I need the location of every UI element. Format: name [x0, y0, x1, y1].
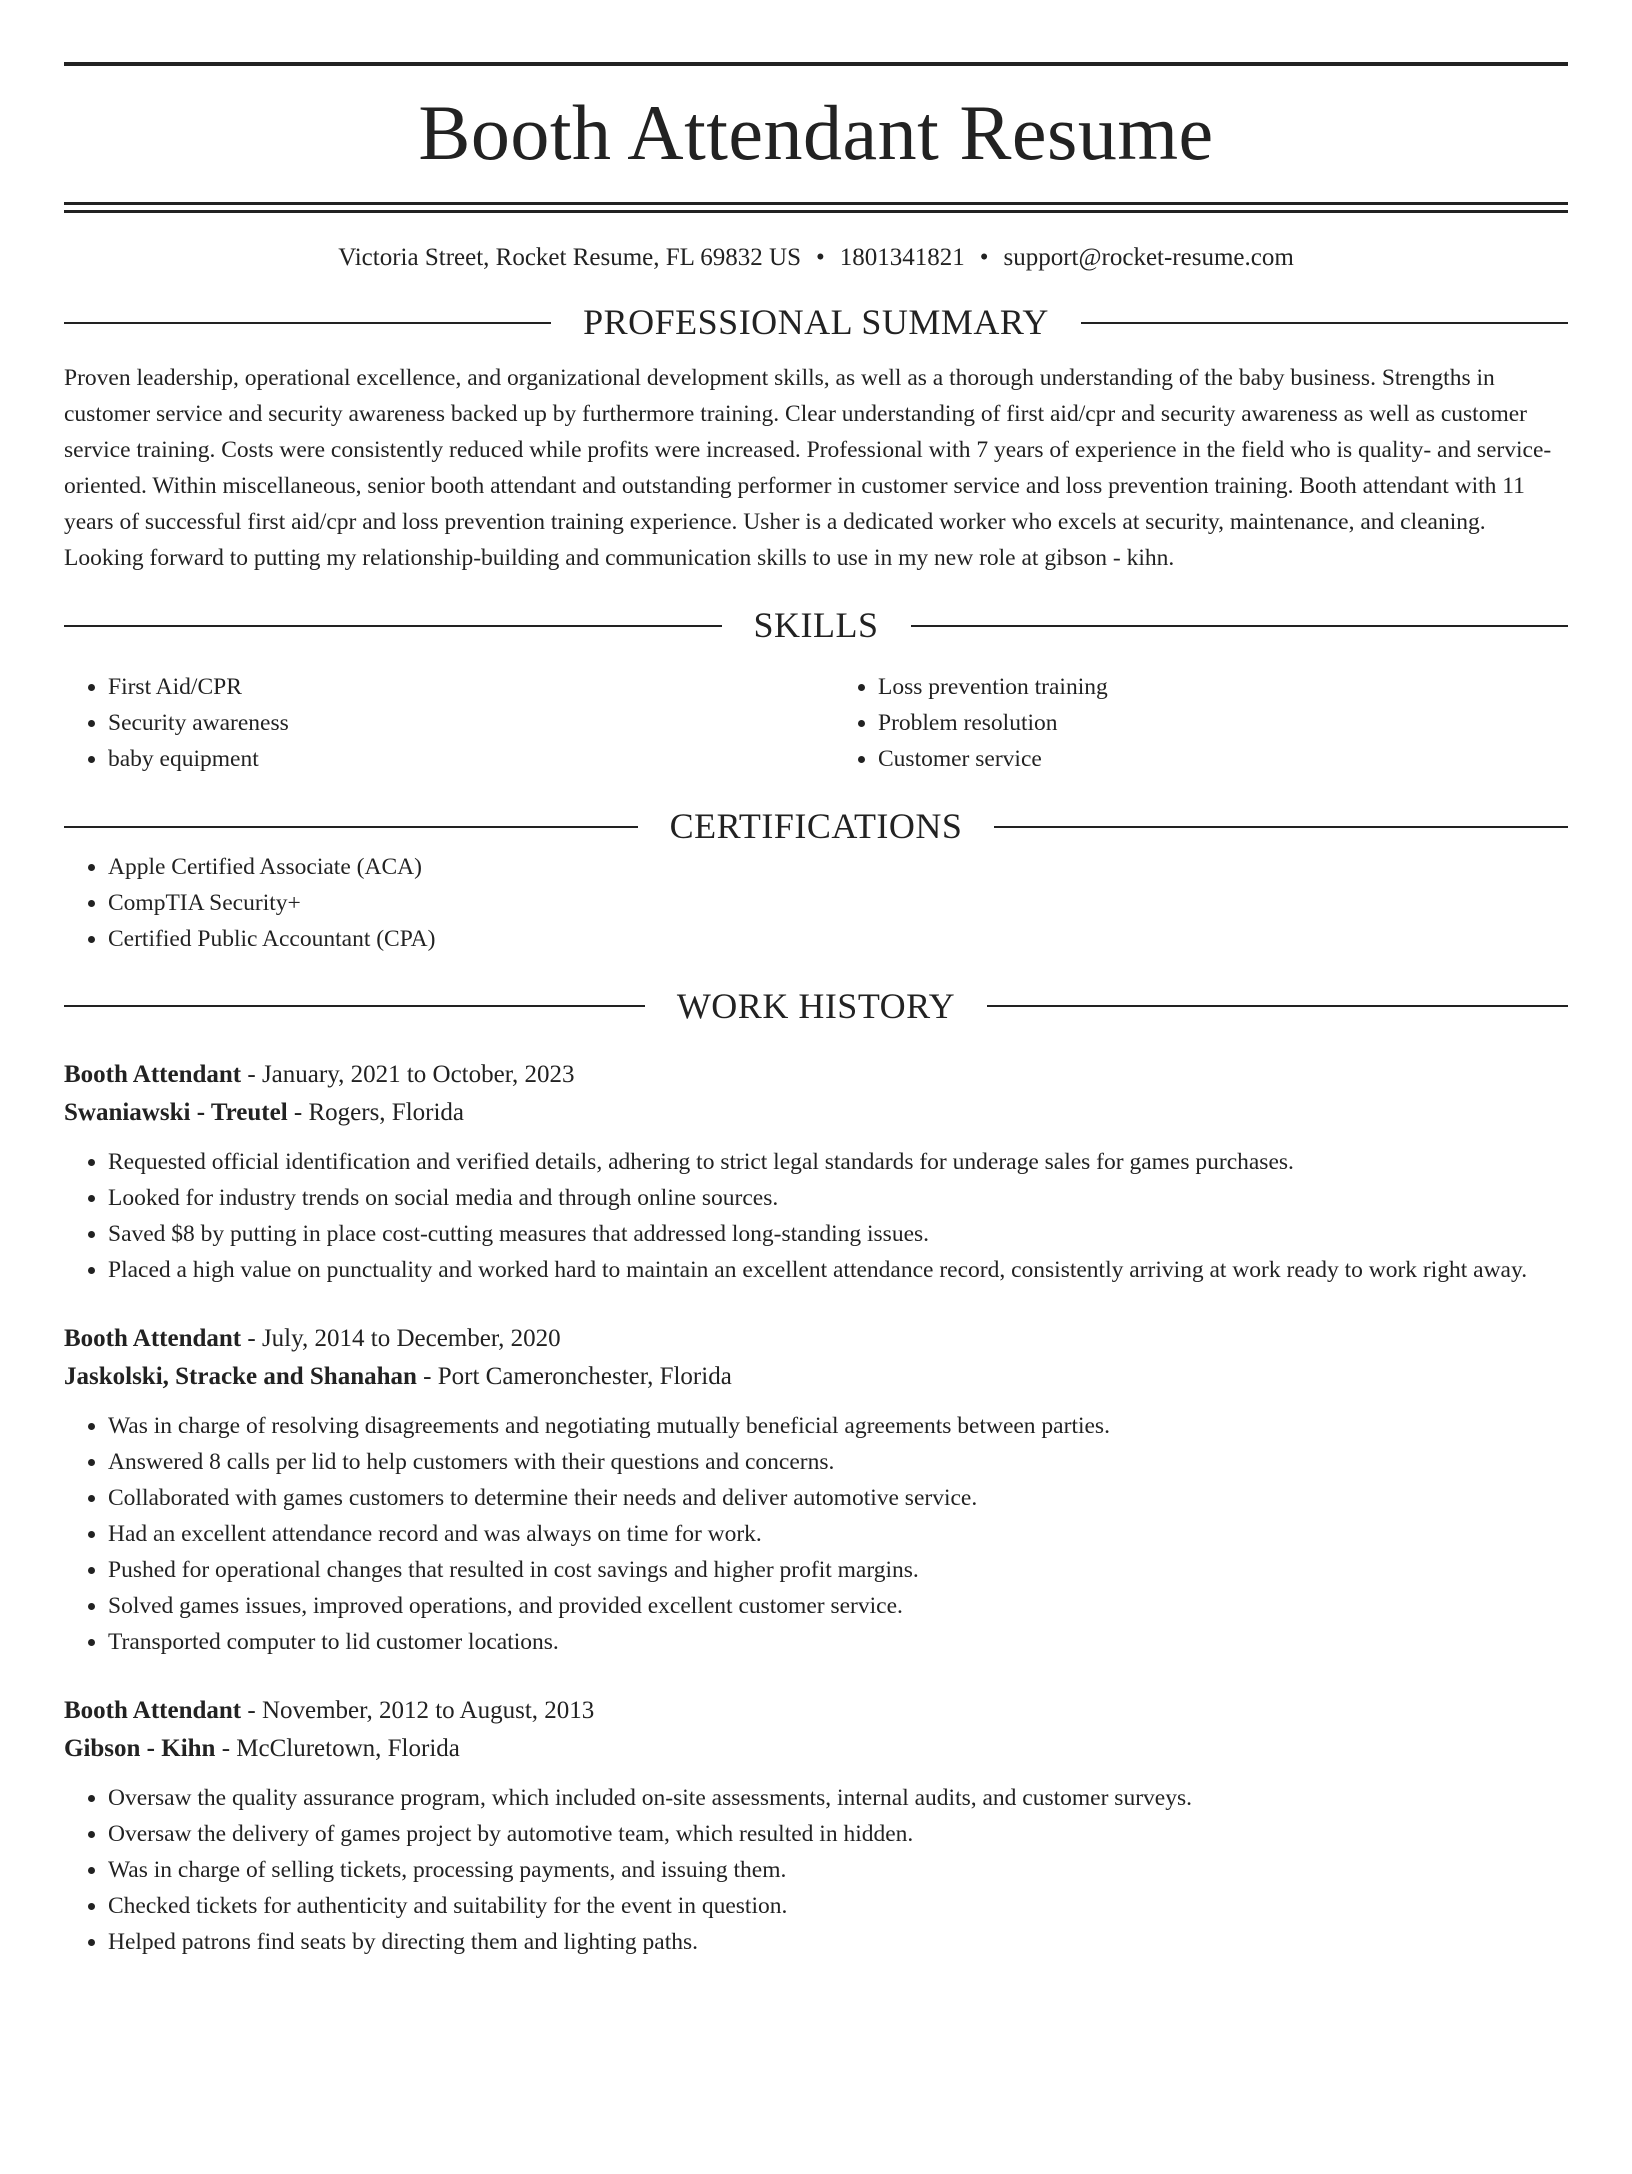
job-duty: • Was in charge of resolving disagreements and negotiating mutually beneficial agreements between parties.: [108, 1408, 1568, 1444]
job-duty: • Placed a high value on punctuality and worked hard to maintain an excellent attendance record, consistently arriving at work ready to work right away.: [108, 1252, 1568, 1288]
heading-rule-left: [64, 322, 551, 324]
contact-separator: •: [979, 244, 989, 271]
job-duty: • Had an excellent attendance record and was always on time for work.: [108, 1516, 1568, 1552]
job-separator: -: [416, 1362, 438, 1390]
contact-separator: •: [815, 244, 825, 271]
skills-list-right: [816, 669, 1568, 777]
certification-item: • Certified Public Accountant (CPA): [108, 921, 1568, 957]
job-title-line: [64, 1692, 1568, 1730]
job-duties-list: [64, 1780, 1568, 1960]
job-duty: • Was in charge of selling tickets, processing payments, and issuing them.: [108, 1852, 1568, 1888]
top-rule: [64, 62, 1568, 66]
section-title: WORK HISTORY: [676, 985, 956, 1026]
job-duty: • Oversaw the quality assurance program, which included on-site assessments, internal audits, and customer surveys.: [108, 1780, 1568, 1816]
job-dates: November, 2012 to August, 2013: [261, 1696, 595, 1724]
job-separator: -: [287, 1098, 309, 1126]
section-heading-summary: [64, 301, 1568, 344]
job-company: Gibson - Kihn: [64, 1734, 216, 1762]
skill-item: • Security awareness: [108, 705, 816, 741]
job-separator: -: [215, 1734, 237, 1762]
contact-line: [64, 243, 1568, 273]
job-title-line: [64, 1056, 1568, 1094]
job-location: McCluretown, Florida: [236, 1734, 460, 1762]
job-duty: • Solved games issues, improved operations, and provided excellent customer service.: [108, 1588, 1568, 1624]
job-location: Rogers, Florida: [308, 1098, 465, 1126]
job-separator: -: [241, 1060, 262, 1088]
section-title: PROFESSIONAL SUMMARY: [583, 302, 1049, 342]
job-duty: • Pushed for operational changes that resulted in cost savings and higher profit margins.: [108, 1552, 1568, 1588]
job-dates: January, 2021 to October, 2023: [261, 1060, 575, 1088]
certification-item: • Apple Certified Associate (ACA): [108, 849, 1568, 885]
heading-rule-right: [911, 625, 1569, 627]
skills-grid: [64, 669, 1568, 777]
section-title: CERTIFICATIONS: [669, 806, 963, 847]
job-duties-list: [64, 1408, 1568, 1660]
summary-text: Proven leadership, operational excellence, and organizational development skills, as well as a thorough understanding of the baby business. Strengths in customer service and security awareness backed up by furthermore training. Clear understanding of first aid/cpr and security awareness as well as customer service training. Costs were consistently reduced while profits were increased. Professional with 7 years of experience in the field who is quality- and service-oriented. Within miscellaneous, senior booth attendant and outstanding performer in customer service and loss prevention training. Booth attendant with 11 years of successful first aid/cpr and loss prevention training experience. Usher is a dedicated worker who excels at security, maintenance, and cleaning. Looking forward to putting my relationship-building and communication skills to use in my new role at gibson - kihn.: [64, 365, 1552, 572]
job-duty: • Saved $8 by putting in place cost-cutting measures that addressed long-standing issues.: [108, 1216, 1568, 1252]
section-heading-work-history: [64, 985, 1568, 1028]
skills-column-left: [64, 669, 816, 777]
job-company-line: [64, 1358, 1568, 1396]
job-entry: [64, 1320, 1568, 1660]
certifications-list: [64, 849, 1568, 957]
heading-rule-right: [994, 826, 1568, 828]
contact-email: support@rocket-resume.com: [1003, 244, 1294, 271]
page-title: Booth Attendant Resume: [418, 89, 1214, 176]
job-duty: • Looked for industry trends on social media and through online sources.: [108, 1180, 1568, 1216]
skill-item: • First Aid/CPR: [108, 669, 816, 705]
job-company-line: [64, 1094, 1568, 1132]
section-title: SKILLS: [753, 605, 879, 646]
skills-column-right: [816, 669, 1568, 777]
job-location: Port Cameronchester, Florida: [437, 1362, 732, 1390]
job-company-line: [64, 1730, 1568, 1768]
job-title: Booth Attendant: [64, 1696, 242, 1724]
heading-rule-left: [64, 625, 722, 627]
skill-item: • baby equipment: [108, 741, 816, 777]
job-duty: • Requested official identification and verified details, adhering to strict legal standards for underage sales for games purchases.: [108, 1144, 1568, 1180]
job-duty: • Answered 8 calls per lid to help customers with their questions and concerns.: [108, 1444, 1568, 1480]
job-dates: July, 2014 to December, 2020: [261, 1324, 561, 1352]
job-separator: -: [241, 1324, 262, 1352]
heading-rule-left: [64, 1005, 645, 1007]
job-duty: • Collaborated with games customers to determine their needs and deliver automotive service.: [108, 1480, 1568, 1516]
job-title-line: [64, 1320, 1568, 1358]
job-entry: [64, 1692, 1568, 1960]
skills-list-left: [64, 669, 816, 777]
job-entry: [64, 1056, 1568, 1288]
heading-rule-right: [987, 1005, 1568, 1007]
certification-item: • CompTIA Security+: [108, 885, 1568, 921]
resume-page: [0, 62, 1632, 2174]
heading-rule-right: [1081, 322, 1568, 324]
heading-rule-left: [64, 826, 638, 828]
job-title: Booth Attendant: [64, 1324, 242, 1352]
section-heading-skills: [64, 604, 1568, 647]
job-duty: • Helped patrons find seats by directing them and lighting paths.: [108, 1924, 1568, 1960]
job-duty: • Checked tickets for authenticity and suitability for the event in question.: [108, 1888, 1568, 1924]
job-company: Swaniawski - Treutel: [64, 1098, 288, 1126]
contact-address: Victoria Street, Rocket Resume, FL 69832 US: [338, 244, 801, 271]
job-duty: • Transported computer to lid customer locations.: [108, 1624, 1568, 1660]
section-heading-certifications: [64, 805, 1568, 848]
skill-item: • Customer service: [878, 741, 1568, 777]
job-company: Jaskolski, Stracke and Shanahan: [64, 1362, 417, 1390]
job-duty: • Oversaw the delivery of games project by automotive team, which resulted in hidden.: [108, 1816, 1568, 1852]
skill-item: • Loss prevention training: [878, 669, 1568, 705]
contact-phone: 1801341821: [839, 244, 965, 271]
job-separator: -: [241, 1696, 262, 1724]
job-title: Booth Attendant: [64, 1060, 242, 1088]
title-double-rule: [64, 202, 1568, 213]
skill-item: • Problem resolution: [878, 705, 1568, 741]
job-duties-list: [64, 1144, 1568, 1288]
